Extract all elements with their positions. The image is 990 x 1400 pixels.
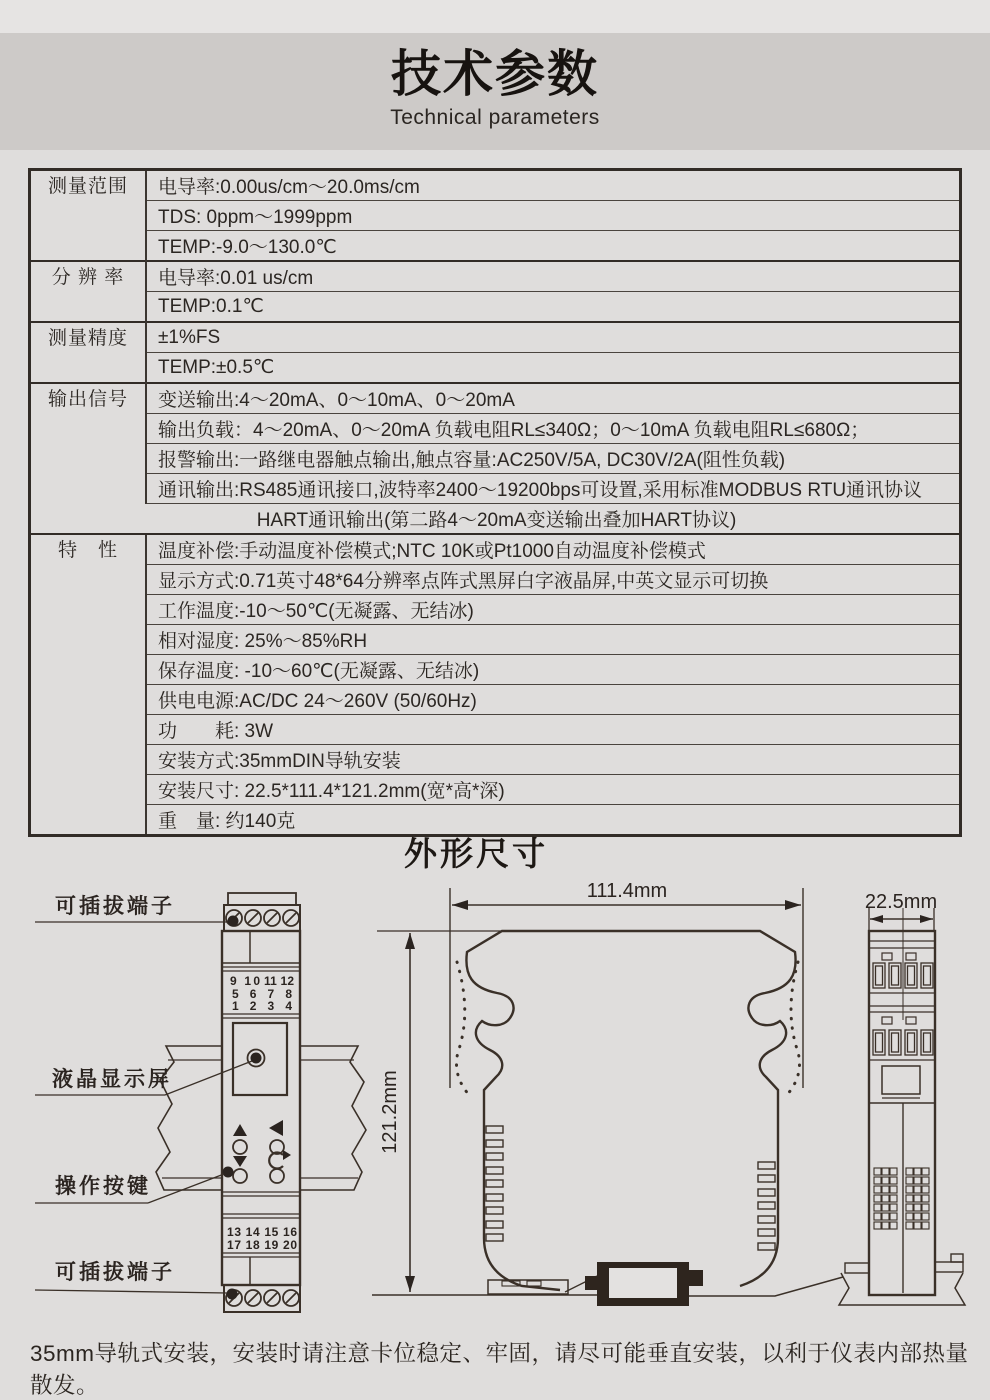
terminal-numbers-red: 9 10 [230,974,260,988]
enter-key-button [270,1169,284,1183]
spec-section-label-range: 测量范围 [30,170,147,262]
dim-arrow-right-icon [785,900,801,910]
dim-arrow-up-icon [405,933,415,949]
side-label-window [882,1066,920,1094]
up-arrow-icon [233,1124,247,1136]
side-terminal-slots-bottom [873,1030,933,1055]
spec-row-value: 报警输出:一路继电器触点输出,触点容量:AC250V/5A, DC30V/2A(阻性负载) [146,444,961,474]
spec-row-value-hart: HART通讯输出(第二路4～20mA变送输出叠加HART协议) [146,504,961,535]
spec-row-value: 电导率:0.00us/cm～20.0ms/cm [146,170,961,201]
spec-section-label-resolution: 分 辨 率 [30,261,147,322]
spec-row-value: 安装方式:35mmDIN导轨安装 [146,745,961,775]
terminal-numbers-row2: 5 6 7 8 [232,987,292,1001]
spec-row-value: 重 量: 约140克 [146,805,961,836]
din-rail-right-segment [300,1046,366,1190]
spec-row-value: 安装尺寸: 22.5*111.4*121.2mm(宽*高*深) [146,775,961,805]
terminal-numbers-bottom1: 13 14 15 16 [227,1225,297,1239]
title-band [0,33,990,150]
terminal-numbers-row1: 11 12 [264,974,294,988]
side-vent-grid-left [874,1168,897,1229]
spec-row-value: 输出负载：4～20mA、0～20mA 负载电阻RL≤340Ω；0～10mA 负载电阻RL≤680Ω； [146,414,961,444]
vent-slots-left [486,1126,503,1241]
spec-section-label-features: 特 性 [30,534,147,836]
up-key-button [233,1140,247,1154]
spec-row-value: 通讯输出:RS485通讯接口,波特率2400～19200bps可设置,采用标准MODBUS RTU通讯协议 [146,474,961,504]
return-icon-arrowhead [283,1150,291,1160]
terminal-numbers-bottom2: 17 18 19 20 [227,1238,297,1252]
label-terminal-top: 可插拔端子 [55,895,175,918]
spec-row-value: 温度补偿:手动温度补偿模式;NTC 10K或Pt1000自动温度补偿模式 [146,534,961,565]
dim-arrow-left-icon [870,915,883,923]
dimensions-section-title: 外形尺寸 [404,835,548,872]
spec-row-value: 功 耗: 3W [146,715,961,745]
dim-arrow-right-icon [920,915,933,923]
spec-row-value: TEMP:0.1℃ [146,292,961,323]
side-view [839,891,965,1305]
profile-view [372,880,843,1306]
dim-width-label: 111.4mm [586,880,668,902]
label-keys: 操作按键 [55,1175,151,1198]
profile-outline [466,931,795,1290]
spec-row-value: TEMP:-9.0～130.0℃ [146,231,961,262]
rail-tab-right [935,1262,963,1272]
terminal-numbers-row3: 1 2 3 4 [232,999,292,1013]
vent-slots-right [758,1162,775,1250]
dim-arrow-down-icon [405,1276,415,1292]
label-terminal-bottom: 可插拔端子 [55,1261,175,1284]
left-arrow-icon [269,1120,283,1136]
spec-row-value: ±1%FS [146,322,961,353]
dim-height-label: 121.2mm [379,1070,401,1154]
terminal-bottom-leader-dot [227,1289,238,1300]
spec-row-value: 相对湿度: 25%～85%RH [146,625,961,655]
spec-row-value: 变送输出:4～20mA、0～10mA、0～20mA [146,383,961,414]
top-margin-strip [0,0,990,33]
spec-table [28,168,962,837]
installation-note: 35mm导轨式安装，安装时请注意卡位稳定、牢固，请尽可能垂直安装，以利于仪表内部热量散发。 [30,1341,969,1398]
dim-arrow-left-icon [452,900,468,910]
spec-row-value: TDS: 0ppm～1999ppm [146,201,961,231]
rail-break-outline [839,1273,965,1305]
lcd-leader-dot [251,1053,262,1064]
down-arrow-icon [233,1156,247,1167]
spec-row-value: 保存温度: -10～60℃(无凝露、无结冰) [146,655,961,685]
operation-keys [223,1120,292,1183]
spec-row-value: 供电电源:AC/DC 24～260V (50/60Hz) [146,685,961,715]
label-lcd: 液晶显示屏 [52,1068,172,1091]
dotted-break-left [457,962,471,1096]
outline-dimensions-drawing [0,875,990,1323]
rail-tab-left [845,1263,869,1273]
spec-row-value: 电导率:0.01 us/cm [146,261,961,292]
spec-row-value: 显示方式:0.71英寸48*64分辨率点阵式黑屏白字液晶屏,中英文显示可切换 [146,565,961,595]
front-view [35,893,366,1312]
top-cap [228,893,296,905]
down-key-button [233,1169,247,1183]
return-icon [269,1153,283,1169]
terminal-top-leader-dot [228,916,239,927]
spec-section-label-output: 输出信号 [30,383,147,534]
dim-depth-label: 22.5mm [864,891,938,913]
page-subtitle: Technical parameters [390,106,600,129]
bottom-terminal-block [224,1285,300,1312]
spec-section-label-accuracy: 测量精度 [30,322,147,383]
page-title: 技术参数 [391,46,599,102]
spec-row-value: TEMP:±0.5℃ [146,353,961,384]
spec-row-value: 工作温度:-10～50℃(无凝露、无结冰) [146,595,961,625]
side-vent-grid-right [906,1168,929,1229]
keys-leader-dot [223,1167,234,1178]
